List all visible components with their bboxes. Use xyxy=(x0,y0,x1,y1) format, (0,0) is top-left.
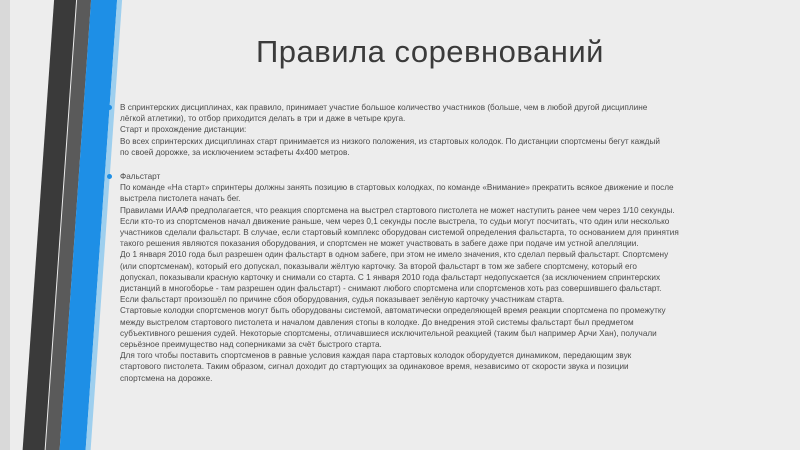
bullet-icon xyxy=(107,174,112,179)
text-line: Старт и прохождение дистанции: xyxy=(120,125,247,135)
text-line: До 1 января 2010 года был разрешен один фальстарт в одном забеге, при этом не имело значения, кто сделал первый фальстарт. Спортсмену xyxy=(120,250,669,260)
text-line: спортсмена на дорожке. xyxy=(120,373,213,383)
text-line: субъективного решения судей. Некоторые спортсмены, отличавшиеся исключительной реакцией (таким был например Арчи Хан), получали xyxy=(120,328,657,338)
paragraph-sprint-disciplines xyxy=(106,102,756,158)
text-line: Стартовые колодки спортсменов могут быть оборудованы системой, автоматически определяющей время реакции спортсмена по промежутку xyxy=(120,306,666,316)
text-line: по своей дорожке, за исключением эстафеты 4х400 метров. xyxy=(120,147,350,157)
decorative-stripe-edge xyxy=(0,0,10,450)
text-line: Фальстарт xyxy=(120,172,161,182)
slide-body xyxy=(106,102,756,397)
text-line: Для того чтобы поставить спортсменов в равные условия каждая пара стартовых колодок оборудуется динамиком, передающим звук xyxy=(120,351,632,361)
text-line: дистанций в многоборье - там разрешен один фальстарт) - снимают любого спортсмена или спортсменов хоть раз совершившего фальстарт. xyxy=(120,284,662,294)
text-line: выстрела пистолета начать бег. xyxy=(120,194,241,204)
text-line: участников сделали фальстарт. В случае, если стартовый комплекс оборудован системой определения фальстарта, то основанием для принятия xyxy=(120,228,679,238)
text-line: между выстрелом стартового пистолета и началом давления стопы в колодке. До внедрения этой системы фальстарт был предметом xyxy=(120,317,634,327)
text-line: Если фальстарт произошёл по причине сбоя оборудования, судья показывает зелёную карточку участникам старта. xyxy=(120,295,565,305)
text-line: (или спортсменам), который его допускал, показывали жёлтую карточку. За второй фальстарт в том же забеге спортсмену, который его xyxy=(120,261,637,271)
text-line: В спринтерских дисциплинах, как правило, принимает участие большое количество участников (больше, чем в любой другой дисциплине xyxy=(120,103,648,112)
slide-title: Правила соревнований xyxy=(255,34,604,69)
text-line: серьёзное преимущество над соперниками за счёт быстрого старта. xyxy=(120,340,382,350)
bullet-icon xyxy=(107,105,112,110)
text-line: По команде «На старт» спринтеры должны занять позицию в стартовых колодках, по команде «Внимание» прекратить всякое движение и после xyxy=(120,183,674,193)
text-line: Во всех спринтерских дисциплинах старт принимается из низкого положения, из стартовых колодок. По дистанции спортсмены бегут каждый xyxy=(120,136,660,146)
text-line: Если кто-то из спортсменов начал движение раньше, чем через 0,1 секунды после выстрела, то судьи могут посчитать, что один или несколько xyxy=(120,216,670,226)
text-line: стартового пистолета. Таким образом, сигнал доходит до стартующих за одинаковое время, независимо от скорости звука и позиции xyxy=(120,362,629,372)
text-line: лёгкой атлетики), то отбор приходится делать в три и даже в четыре круга. xyxy=(120,114,406,124)
text-line: Правилами ИААФ предполагается, что реакция спортсмена на выстрел стартового пистолета не может наступить ранее чем через 1/10 секунды. xyxy=(120,205,675,215)
text-line: такого решения являются показания оборудования, и спортсмен не может участвовать в забеге даже при подаче им устной апелляции. xyxy=(120,239,639,249)
paragraph-false-start xyxy=(106,171,756,384)
text-line: допускал, показывали красную карточку и снимали со старта. С 1 января 2010 года фальстарт недопускается (за исключением спринтерских xyxy=(120,272,661,282)
